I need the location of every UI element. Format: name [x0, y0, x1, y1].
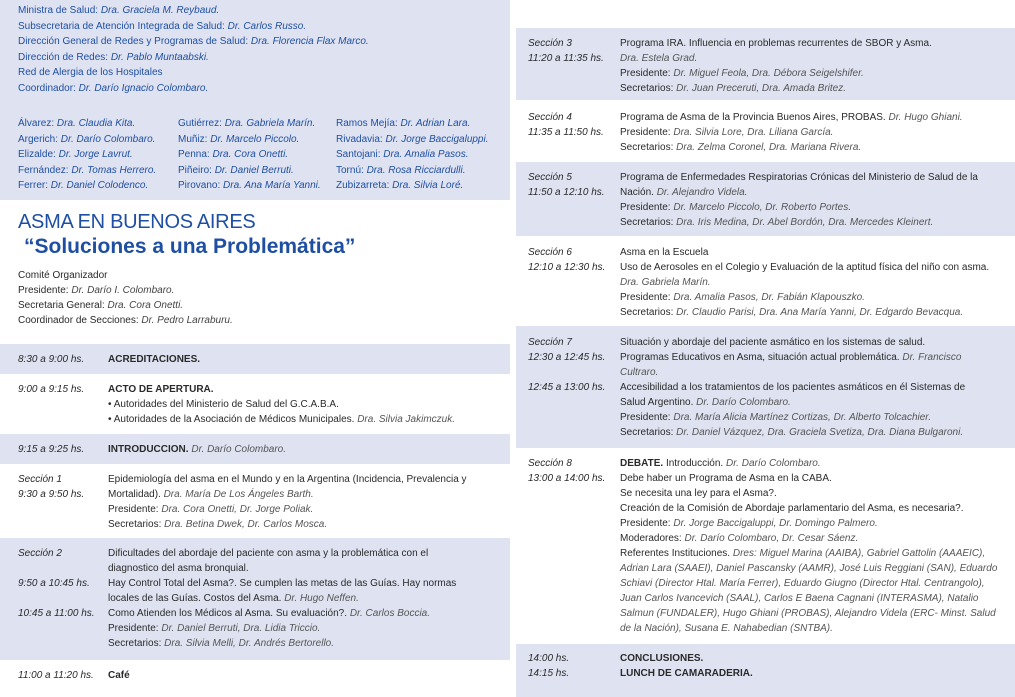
right-schedule [516, 0, 1015, 697]
speaker-name: Cultraro. [620, 367, 659, 378]
speaker-name: Dr. Francisco [902, 352, 962, 363]
schedule-time: Sección 5 [528, 172, 572, 183]
session-text: Salud Argentino. [620, 397, 697, 408]
session-heading: CONCLUSIONES. [620, 653, 704, 664]
schedule-line [620, 81, 1005, 96]
speaker-name: Dra. Amalia Pasos, Dr. Fabián Klapouszko. [673, 292, 865, 303]
schedule-time: Sección 2 [18, 548, 62, 559]
schedule-line [620, 516, 1005, 531]
schedule-time: 11:00 a 11:20 hs. [18, 670, 94, 681]
schedule-line [620, 305, 1005, 320]
hospital-name: Zubizarreta: [336, 180, 390, 191]
speaker-name: Dra. Betina Dwek, Dr. Carlos Mosca. [164, 519, 328, 530]
authority-role: Dirección General de Redes y Programas de Salud: [18, 36, 249, 47]
speaker-name: Dr. Darío Colombaro. [725, 458, 821, 469]
hospital-name: Penna: [178, 149, 210, 160]
authority-role: Subsecretaria de Atención Integrada de Salud: [18, 20, 225, 32]
session-text: Presidente: [620, 292, 674, 303]
schedule-line [620, 140, 1005, 155]
schedule-line [620, 350, 1005, 365]
authority-role: Coordinador: [18, 82, 76, 94]
schedule-line [108, 382, 482, 397]
speaker-name: Dr. Daniel Berruti, Dra. Lidia Triccio. [161, 623, 321, 634]
session-text: Presidente: [620, 68, 674, 79]
schedule-line [620, 125, 1005, 140]
schedule-line [620, 110, 1005, 125]
hospital-doctor: Dr. Jorge Lavrut. [58, 149, 133, 160]
hospital-name: Elizalde: [18, 149, 56, 160]
schedule-line [108, 606, 482, 621]
schedule-row [516, 644, 1015, 697]
schedule-line [108, 352, 482, 367]
session-text: Programa IRA. Influencia en problemas recurrentes de SBOR y Asma. [620, 38, 932, 49]
schedule-line [108, 442, 482, 457]
schedule-line [620, 395, 1005, 410]
schedule-line [620, 36, 1005, 51]
speaker-name: Dr. Miguel Feola, Dra. Débora Seigelshifer. [673, 68, 864, 79]
schedule-line [620, 666, 1005, 681]
hospital-name: Argerich: [18, 133, 59, 145]
authority-name: Dr. Carlos Russo. [227, 20, 307, 32]
schedule-line [620, 170, 1005, 185]
session-text: Programa de Asma de la Provincia Buenos Aires, PROBAS. [620, 112, 889, 123]
session-text: Introducción. [665, 458, 726, 469]
schedule-row [0, 434, 510, 464]
hospital-doctor: Dr. Darío Colombaro. [60, 133, 156, 145]
schedule-line [620, 425, 1005, 440]
speaker-name: Dra. Silvia Melli, Dr. Andrés Bertorello. [164, 638, 335, 649]
schedule-row [0, 344, 510, 374]
speaker-name: Dr. Hugo Ghiani. [888, 112, 963, 123]
schedule-line [620, 290, 1005, 305]
authority-name: Dra. Graciela M. Reybaud. [100, 5, 220, 16]
session-heading: LUNCH DE CAMARADERIA. [620, 668, 753, 679]
speaker-name: Dres: Miguel Marina (AAIBA), Gabriel Gattolin (AAAEIC), [732, 548, 986, 559]
session-text: Situación y abordaje del paciente asmático en los sistemas de salud. [620, 337, 926, 348]
schedule-line [620, 66, 1005, 81]
schedule-line [108, 487, 482, 502]
speaker-name: Dra. María Alicia Martínez Cortizas, Dr. Alberto Tolcachier. [673, 412, 932, 423]
session-heading: DEBATE. [620, 458, 666, 469]
schedule-time: 11:35 a 11:50 hs. [528, 127, 604, 138]
session-text: Secretarios: [108, 638, 165, 649]
speaker-name: de la Nación), Susana E. Nahabedian (SNTBA). [620, 623, 833, 634]
session-text: Secretarios: [620, 427, 677, 438]
session-text: diagnostico del asma bronquial. [108, 563, 249, 574]
session-text: Presidente: [620, 127, 674, 138]
schedule-line [108, 546, 482, 561]
hospital-doctor: Dr. Adrian Lara. [400, 118, 471, 129]
schedule-line [620, 621, 1005, 636]
hospital-name: Pirovano: [178, 180, 221, 191]
authority-role: Red de Alergia de los Hospitales [18, 67, 163, 78]
committee-name: Dr. Darío I. Colombaro. [71, 285, 175, 296]
schedule-time: 10:45 a 11:00 hs. [18, 608, 95, 619]
schedule-line [108, 576, 482, 591]
session-heading: ACTO DE APERTURA. [108, 384, 214, 395]
session-text: Moderadores: [620, 533, 685, 544]
hospital-doctor: Dra. Gabriela Marín. [224, 118, 316, 129]
session-text: locales de las Guías. Costos del Asma. [108, 593, 285, 604]
session-heading: ACREDITACIONES. [108, 354, 201, 365]
schedule-line [620, 335, 1005, 350]
schedule-line [620, 185, 1005, 200]
hospital-name: Fernández: [18, 164, 69, 176]
hospital-doctor: Dr. Tomas Herrero. [71, 164, 157, 176]
hospital-doctor: Dra. Rosa Ricciardulli. [366, 164, 466, 176]
session-heading: Café [108, 670, 130, 681]
hospital-name: Rivadavia: [336, 133, 383, 145]
committee-role: Secretaria General: [18, 300, 105, 311]
schedule-row [0, 538, 510, 660]
speaker-name: Dr. Jorge Baccigaluppi, Dr. Domingo Palmero. [673, 518, 878, 529]
speaker-name: Salmun (FUNDALER), Hugo Ghiani (PROBAS), Alejandro Videla (ERC- Minst. Salud [620, 608, 996, 619]
speaker-name: Dr. Daniel Vázquez, Dra. Graciela Svetiza, Dra. Diana Bulgaroni. [676, 427, 964, 438]
speaker-name: Schiavi (Director Htal. María Ferrer), Eduardo Giugno (Director Htal. Centrangolo), [620, 578, 985, 589]
schedule-line [620, 275, 1005, 290]
schedule-line [108, 621, 482, 636]
schedule-time: 11:20 a 11:35 hs. [528, 53, 604, 64]
schedule-line [108, 397, 482, 412]
schedule-row [0, 374, 510, 434]
authority-name: Dra. Florencia Flax Marco. [250, 36, 369, 47]
schedule-time: Sección 3 [528, 38, 572, 49]
schedule-time: 12:30 a 12:45 hs. [528, 352, 606, 363]
hospital-name: Ferrer: [18, 180, 48, 191]
speaker-name: Dra. María De Los Ángeles Barth. [163, 489, 314, 500]
session-text: Presidente: [620, 412, 674, 423]
schedule-line [620, 365, 1005, 380]
schedule-time: Sección 1 [18, 474, 62, 485]
schedule-line [620, 51, 1005, 66]
speaker-name: Dra. Gabriela Marín. [620, 277, 711, 288]
hospital-doctor: Dra. Amalia Pasos. [383, 149, 469, 160]
session-text: Programas Educativos en Asma, situación actual problemática. [620, 352, 903, 363]
session-text: Se necesita una ley para el Asma?. [620, 488, 777, 499]
session-text: • Autoridades de la Asociación de Médicos Municipales. [108, 414, 358, 425]
schedule-time: 12:10 a 12:30 hs. [528, 262, 606, 273]
session-text: Asma en la Escuela [620, 247, 709, 258]
schedule-line [620, 245, 1005, 260]
schedule-line [620, 531, 1005, 546]
schedule-row [516, 100, 1015, 162]
speaker-name: Dra. Cora Onetti, Dr. Jorge Poliak. [161, 504, 314, 515]
authority-role: Ministra de Salud: [18, 5, 99, 16]
schedule-time: 14:00 hs. [528, 653, 570, 664]
schedule-row [0, 660, 510, 697]
session-text: Programa de Enfermedades Respiratorias Crónicas del Ministerio de Salud de la [620, 172, 978, 183]
schedule-line [108, 636, 482, 651]
schedule-time: Sección 4 [528, 112, 572, 123]
hospital-name: Álvarez: [18, 118, 55, 129]
schedule-row [516, 28, 1015, 100]
session-text: Accesibilidad a los tratamientos de los pacientes asmáticos en él Sistemas de [620, 382, 966, 393]
schedule-time: 12:45 a 13:00 hs. [528, 382, 606, 393]
committee-name: Dra. Cora Onetti. [107, 300, 184, 311]
committee-role: Comité Organizador [18, 270, 108, 281]
committee-role: Coordinador de Secciones: [18, 315, 139, 326]
hospital-name: Gutiérrez: [178, 118, 222, 129]
schedule-line [620, 651, 1005, 666]
speaker-name: Dr. Darío Colombaro. [696, 397, 791, 408]
hospital-doctor: Dr. Daniel Berruti. [214, 164, 294, 176]
hospital-doctor: Dr. Marcelo Piccolo. [210, 133, 300, 145]
session-text: Nación. [620, 187, 657, 198]
schedule-row [516, 326, 1015, 448]
right-column [516, 0, 1015, 697]
hospital-doctor: Dr. Daniel Colodenco. [50, 180, 149, 191]
session-text: Secretarios: [620, 307, 677, 318]
schedule-row [516, 236, 1015, 326]
authority-name: Dr. Pablo Muntaabski. [110, 51, 209, 63]
schedule-line [108, 472, 482, 487]
speaker-name: Dr. Hugo Neffen. [284, 593, 359, 604]
session-text: Mortalidad). [108, 489, 164, 500]
speaker-name: Dr. Alejandro Videla. [656, 187, 748, 198]
session-text: Referentes Instituciones. [620, 548, 733, 559]
session-text: Presidente: [108, 504, 162, 515]
schedule-line [620, 410, 1005, 425]
schedule-line [108, 412, 482, 427]
session-text: Secretarios: [620, 217, 677, 228]
page-title: ASMA EN BUENOS AIRES [18, 211, 256, 233]
schedule-row [516, 162, 1015, 236]
schedule-line [108, 517, 482, 532]
committee-name: Dr. Pedro Larraburu. [141, 315, 233, 326]
speaker-name: Dr. Darío Colombaro, Dr. Cesar Sáenz. [684, 533, 859, 544]
hospital-name: Santojani: [336, 149, 381, 160]
speaker-name: Dra. Silvia Jakimczuk. [357, 414, 456, 425]
session-text: Presidente: [108, 623, 162, 634]
schedule-line [620, 380, 1005, 395]
schedule-time: 9:30 a 9:50 hs. [18, 489, 85, 500]
session-text: Epidemiología del asma en el Mundo y en la Argentina (Incidencia, Prevalencia y [108, 474, 467, 485]
schedule-line [108, 502, 482, 517]
schedule-line [620, 606, 1005, 621]
session-text: Dificultades del abordaje del paciente con asma y la problemática con el [108, 548, 429, 559]
schedule-time: 11:50 a 12:10 hs. [528, 187, 605, 198]
speaker-name: Dra. Iris Medina, Dr. Abel Bordón, Dra. Mercedes Kleinert. [676, 217, 934, 228]
schedule-time: 13:00 a 14:00 hs. [528, 473, 606, 484]
schedule-line [620, 471, 1005, 486]
schedule-line [620, 456, 1005, 471]
speaker-name: Dr. Carlos Boccia. [349, 608, 431, 619]
schedule-time: Sección 6 [528, 247, 572, 258]
schedule-line [620, 591, 1005, 606]
schedule-line [620, 501, 1005, 516]
hospital-doctor: Dra. Silvia Loré. [392, 180, 464, 191]
schedule-time: Sección 7 [528, 337, 572, 348]
hospital-name: Piñeiro: [178, 164, 212, 176]
speaker-name: Dr. Darío Colombaro. [191, 444, 287, 455]
schedule-row [516, 448, 1015, 644]
schedule-time: 9:00 a 9:15 hs. [18, 384, 85, 395]
hospital-name: Ramos Mejía: [336, 118, 398, 129]
speaker-name: Dr. Juan Preceruti, Dra. Amada Britez. [676, 83, 847, 94]
schedule-row [516, 0, 1015, 28]
session-text: Hay Control Total del Asma?. Se cumplen las metas de las Guías. Hay normas [108, 578, 457, 589]
schedule-time: 8:30 a 9:00 hs. [18, 354, 85, 365]
session-text: Uso de Aerosoles en el Colegio y Evaluación de la aptitud física del niño con asma. [620, 262, 990, 273]
hospital-doctor: Dra. Cora Onetti. [212, 149, 289, 160]
session-text: Creación de la Comisión de Abordaje parlamentario del Asma, es necesaria?. [620, 503, 964, 514]
hospital-doctor: Dra. Claudia Kita. [56, 118, 136, 129]
schedule-line [620, 260, 1005, 275]
session-text: Secretarios: [620, 142, 677, 153]
speaker-name: Adrian Lara (SAAEI), Daniel Pascansky (AAMR), José Luis Reggiani (SAN), Eduardo [620, 563, 998, 574]
session-text: Secretarios: [620, 83, 677, 94]
session-text: Como Atienden los Médicos al Asma. Su evaluación?. [108, 608, 350, 619]
schedule-line [620, 561, 1005, 576]
speaker-name: Dr. Claudio Parisi, Dra. Ana María Yanni, Dr. Edgardo Bevacqua. [676, 307, 964, 318]
hospital-name: Muñiz: [178, 133, 208, 145]
session-text: Presidente: [620, 518, 674, 529]
session-text: • Autoridades del Ministerio de Salud del G.C.A.B.A. [108, 399, 339, 410]
schedule-line [620, 546, 1005, 561]
schedule-time: 9:50 a 10:45 hs. [18, 578, 90, 589]
speaker-name: Dra. Estela Grad. [620, 53, 698, 64]
schedule-line [620, 486, 1005, 501]
hospital-name: Tornú: [336, 164, 364, 176]
speaker-name: Dra. Silvia Lore, Dra. Liliana García. [673, 127, 834, 138]
page-subtitle: “Soluciones a una Problemática” [24, 235, 356, 258]
hospital-doctor: Dr. Jorge Baccigaluppi. [385, 133, 489, 145]
speaker-name: Dr. Marcelo Piccolo, Dr. Roberto Portes. [673, 202, 852, 213]
schedule-line [620, 215, 1005, 230]
authority-role: Dirección de Redes: [18, 51, 109, 63]
speaker-name: Dra. Zelma Coronel, Dra. Mariana Rivera. [676, 142, 862, 153]
schedule-time: Sección 8 [528, 458, 572, 469]
speaker-name: Juan Carlos Ivancevich (SAAL), Carlos E Baena Cagnani (INTERASMA), Natalio [620, 593, 979, 604]
session-text: Secretarios: [108, 519, 165, 530]
schedule-row [0, 464, 510, 538]
hospital-doctor: Dra. Ana María Yanni. [223, 180, 321, 191]
session-text: Debe haber un Programa de Asma en la CABA. [620, 473, 832, 484]
committee-role: Presidente: [18, 285, 69, 296]
authority-name: Dr. Darío Ignacio Colombaro. [78, 82, 209, 94]
schedule-line [620, 200, 1005, 215]
schedule-time: 9:15 a 9:25 hs. [18, 444, 85, 455]
session-text: Presidente: [620, 202, 674, 213]
schedule-line [108, 561, 482, 576]
schedule-line [108, 591, 482, 606]
session-heading: INTRODUCCION. [108, 444, 192, 455]
schedule-line [108, 668, 482, 683]
schedule-line [620, 576, 1005, 591]
schedule-time: 14:15 hs. [528, 668, 570, 679]
